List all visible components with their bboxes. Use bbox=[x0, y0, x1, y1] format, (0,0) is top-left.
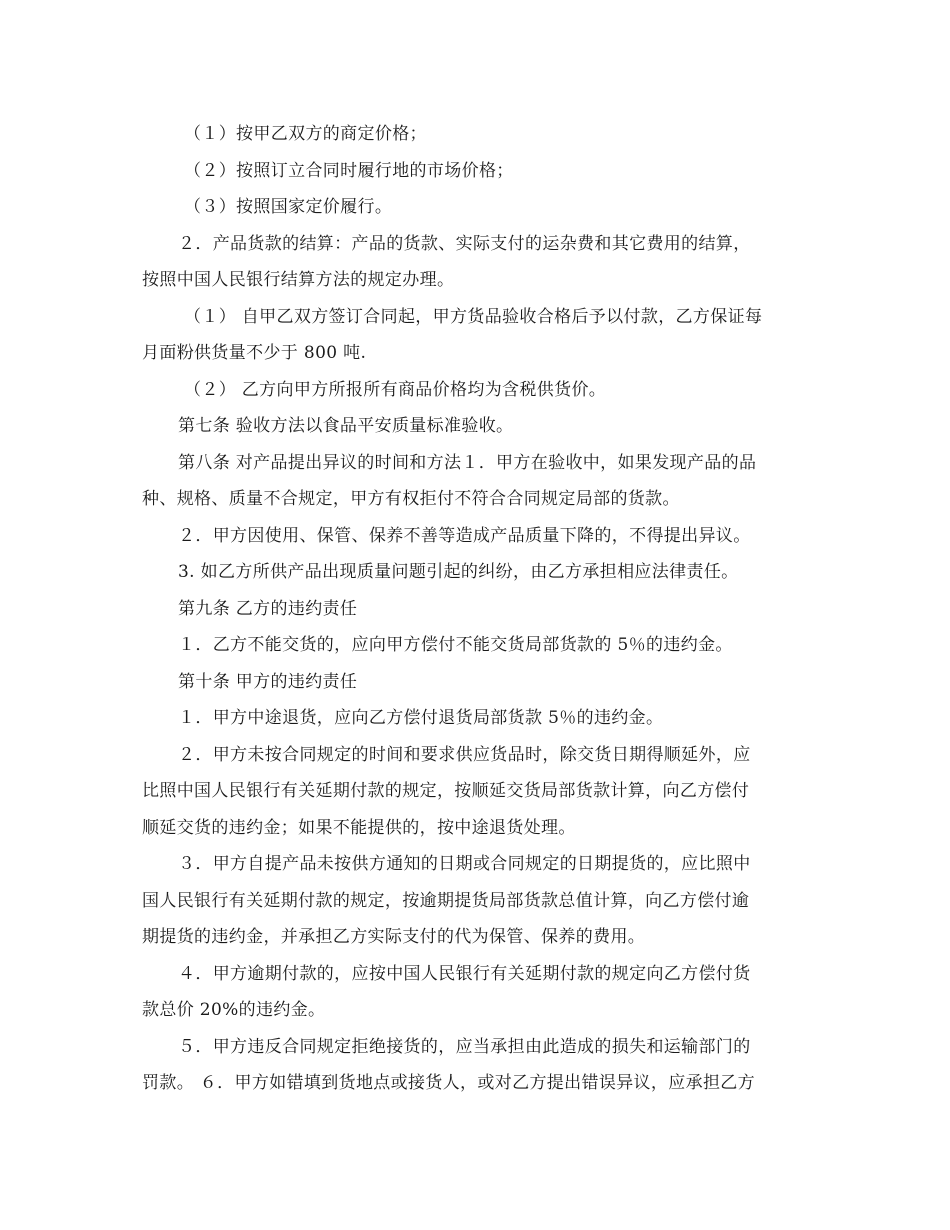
text-line: ２．甲方未按合同规定的时间和要求供应货品时，除交货日期得顺延外，应 bbox=[178, 744, 751, 765]
text-line: 第七条 验收方法以食品平安质量标准验收。 bbox=[178, 416, 514, 436]
text-line: 款总价 20%的违约金。 bbox=[142, 1000, 326, 1020]
section-heading: 第十条 甲方的违约责任 bbox=[178, 671, 358, 692]
text-line: 罚款。 ６．甲方如错填到货地点或接货人，或对乙方提出错误异议，应承担乙方 bbox=[142, 1073, 756, 1093]
text-line: 3. 如乙方所供产品出现质量问题引起的纠纷，由乙方承担相应法律责任。 bbox=[178, 562, 739, 582]
text-line: １．甲方中途退货，应向乙方偿付退货局部货款 5％的违约金。 bbox=[178, 708, 664, 728]
text-line: ４．甲方逾期付款的，应按中国人民银行有关延期付款的规定向乙方偿付货 bbox=[178, 963, 751, 984]
text-line: （１）按甲乙双方的商定价格； bbox=[184, 124, 427, 144]
text-line: ２．产品货款的结算：产品的货款、实际支付的运杂费和其它费用的结算， bbox=[178, 233, 751, 254]
text-line: ２．甲方因使用、保管、保养不善等造成产品质量下降的，不得提出异议。 bbox=[178, 525, 751, 546]
text-line: （２）按照订立合同时履行地的市场价格； bbox=[184, 160, 514, 181]
document-body bbox=[142, 116, 802, 1102]
text-line: （１） 自甲乙双方签订合同起，甲方货品验收合格后予以付款，乙方保证每 bbox=[184, 306, 763, 327]
text-line: 国人民银行有关延期付款的规定，按逾期提货局部货款总值计算，向乙方偿付逾 bbox=[142, 890, 750, 911]
text-line: 比照中国人民银行有关延期付款的规定，按顺延交货局部货款计算，向乙方偿付 bbox=[142, 781, 750, 801]
text-line: （３）按照国家定价履行。 bbox=[184, 197, 393, 217]
text-line: 期提货的违约金，并承担乙方实际支付的代为保管、保养的费用。 bbox=[142, 927, 646, 947]
text-line: １．乙方不能交货的，应向甲方偿付不能交货局部货款的 5％的违约金。 bbox=[178, 635, 733, 655]
text-line: ３．甲方自提产品未按供方通知的日期或合同规定的日期提货的，应比照中 bbox=[178, 854, 751, 874]
section-heading: 第九条 乙方的违约责任 bbox=[178, 598, 358, 619]
text-line: 按照中国人民银行结算方法的规定办理。 bbox=[142, 270, 455, 290]
text-line: ５．甲方违反合同规定拒绝接货的，应当承担由此造成的损失和运输部门的 bbox=[178, 1036, 751, 1057]
text-line: （２） 乙方向甲方所报所有商品价格均为含税供货价。 bbox=[184, 379, 607, 400]
text-line: 种、规格、质量不合规定，甲方有权拒付不符合合同规定局部的货款。 bbox=[142, 489, 680, 509]
text-line: 第八条 对产品提出异议的时间和方法１．甲方在验收中，如果发现产品的品 bbox=[178, 452, 757, 473]
text-line: 月面粉供货量不少于 800 吨. bbox=[142, 343, 367, 363]
text-line: 顺延交货的违约金；如果不能提供的，按中途退货处理。 bbox=[142, 817, 576, 838]
